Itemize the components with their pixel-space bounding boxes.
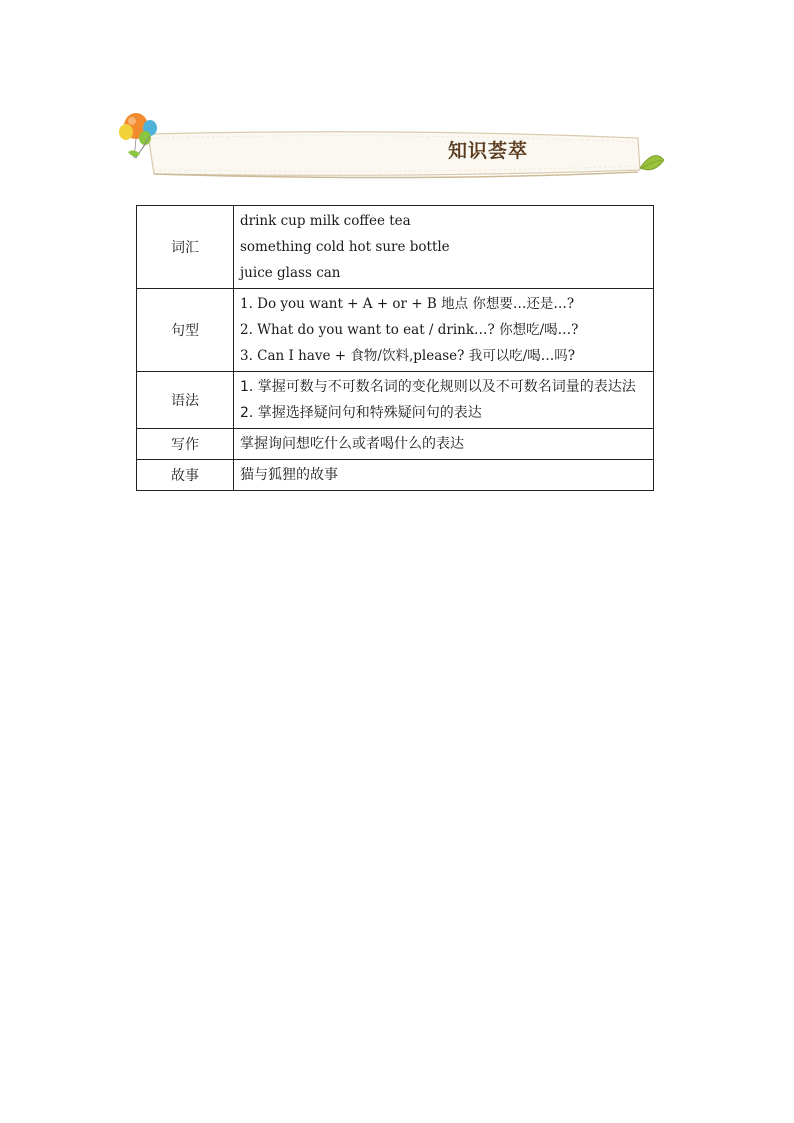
pattern-line: 2. What do you want to eat / drink…? 你想吃/喝…? — [240, 322, 579, 338]
table-row-grammar — [137, 372, 654, 429]
category-cell: 故事 — [137, 460, 234, 491]
writing-line: 掌握询问想吃什么或者喝什么的表达 — [240, 436, 464, 452]
vocab-line: juice glass can — [240, 265, 341, 281]
knowledge-table — [136, 205, 654, 491]
grammar-line: 2. 掌握选择疑问句和特殊疑问句的表达 — [240, 405, 482, 421]
content-cell — [234, 460, 654, 491]
category-cell: 写作 — [137, 429, 234, 460]
category-cell: 句型 — [137, 289, 234, 372]
content-cell — [234, 372, 654, 429]
pattern-line: 3. Can I have + 食物/饮料,please? 我可以吃/喝…吗? — [240, 348, 575, 364]
section-title: 知识荟萃 — [448, 140, 529, 162]
category-cell: 语法 — [137, 372, 234, 429]
content-cell — [234, 429, 654, 460]
content-cell — [234, 289, 654, 372]
vocab-line: drink cup milk coffee tea — [240, 213, 411, 229]
story-line: 猫与狐狸的故事 — [240, 467, 338, 483]
leaf-icon — [640, 156, 664, 170]
table-row-sentence-patterns — [137, 289, 654, 372]
table-row-writing — [137, 429, 654, 460]
vocab-line: something cold hot sure bottle — [240, 239, 450, 255]
content-cell — [234, 206, 654, 289]
table-row-vocabulary — [137, 206, 654, 289]
section-banner — [118, 108, 666, 186]
category-cell: 词汇 — [137, 206, 234, 289]
grammar-line: 1. 掌握可数与不可数名词的变化规则以及不可数名词量的表达法 — [240, 379, 636, 395]
table-row-story — [137, 460, 654, 491]
pattern-line: 1. Do you want + A + or + B 地点 你想要…还是…? — [240, 296, 575, 312]
